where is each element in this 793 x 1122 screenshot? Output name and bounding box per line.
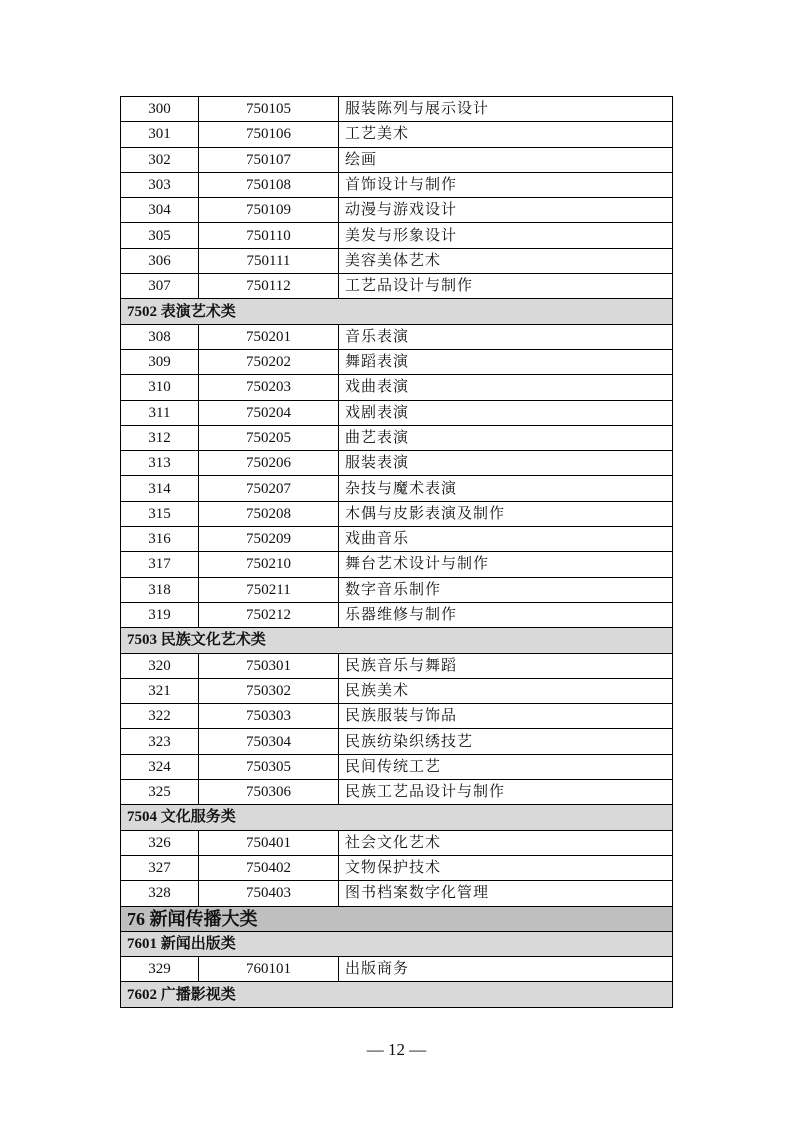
row-number: 320 xyxy=(121,653,199,678)
table-row xyxy=(121,324,673,349)
program-name: 杂技与魔术表演 xyxy=(339,476,673,501)
program-table xyxy=(120,96,673,1008)
page-number: — 12 — xyxy=(366,1040,427,1059)
row-number: 327 xyxy=(121,855,199,880)
program-name: 美容美体艺术 xyxy=(339,248,673,273)
row-number: 307 xyxy=(121,274,199,299)
table-row xyxy=(121,375,673,400)
program-code: 750106 xyxy=(199,122,339,147)
program-name: 民族美术 xyxy=(339,678,673,703)
row-number: 311 xyxy=(121,400,199,425)
category-row xyxy=(121,931,673,956)
category-row xyxy=(121,982,673,1007)
category-label: 7504 文化服务类 xyxy=(121,805,673,830)
program-code: 750403 xyxy=(199,881,339,906)
category-label: 7502 表演艺术类 xyxy=(121,299,673,324)
program-code: 750108 xyxy=(199,172,339,197)
table-row xyxy=(121,223,673,248)
program-code: 750208 xyxy=(199,501,339,526)
program-name: 舞蹈表演 xyxy=(339,349,673,374)
program-name: 数字音乐制作 xyxy=(339,577,673,602)
program-code: 750202 xyxy=(199,349,339,374)
program-name: 文物保护技术 xyxy=(339,855,673,880)
program-code: 750110 xyxy=(199,223,339,248)
category-label: 7601 新闻出版类 xyxy=(121,931,673,956)
table-row xyxy=(121,172,673,197)
program-name: 服装表演 xyxy=(339,451,673,476)
program-name: 工艺美术 xyxy=(339,122,673,147)
row-number: 324 xyxy=(121,754,199,779)
program-name: 图书档案数字化管理 xyxy=(339,881,673,906)
table-row xyxy=(121,122,673,147)
program-code: 750306 xyxy=(199,780,339,805)
row-number: 316 xyxy=(121,527,199,552)
row-number: 317 xyxy=(121,552,199,577)
program-name: 首饰设计与制作 xyxy=(339,172,673,197)
program-name: 出版商务 xyxy=(339,957,673,982)
row-number: 300 xyxy=(121,97,199,122)
category-row xyxy=(121,299,673,324)
program-code: 750111 xyxy=(199,248,339,273)
program-name: 服装陈列与展示设计 xyxy=(339,97,673,122)
row-number: 326 xyxy=(121,830,199,855)
row-number: 318 xyxy=(121,577,199,602)
row-number: 328 xyxy=(121,881,199,906)
row-number: 312 xyxy=(121,425,199,450)
row-number: 313 xyxy=(121,451,199,476)
program-name: 民间传统工艺 xyxy=(339,754,673,779)
program-name: 美发与形象设计 xyxy=(339,223,673,248)
program-name: 民族音乐与舞蹈 xyxy=(339,653,673,678)
program-code: 750204 xyxy=(199,400,339,425)
table-row xyxy=(121,501,673,526)
program-code: 750303 xyxy=(199,704,339,729)
program-name: 工艺品设计与制作 xyxy=(339,274,673,299)
table-row xyxy=(121,97,673,122)
row-number: 309 xyxy=(121,349,199,374)
program-name: 社会文化艺术 xyxy=(339,830,673,855)
table-row xyxy=(121,349,673,374)
program-code: 760101 xyxy=(199,957,339,982)
program-code: 750201 xyxy=(199,324,339,349)
row-number: 314 xyxy=(121,476,199,501)
program-name: 戏曲表演 xyxy=(339,375,673,400)
table-row xyxy=(121,780,673,805)
program-code: 750203 xyxy=(199,375,339,400)
program-code: 750211 xyxy=(199,577,339,602)
program-code: 750304 xyxy=(199,729,339,754)
table-row xyxy=(121,198,673,223)
major-category-row xyxy=(121,906,673,931)
program-code: 750209 xyxy=(199,527,339,552)
row-number: 315 xyxy=(121,501,199,526)
table-row xyxy=(121,451,673,476)
program-code: 750301 xyxy=(199,653,339,678)
category-label: 7602 广播影视类 xyxy=(121,982,673,1007)
table-row xyxy=(121,400,673,425)
row-number: 304 xyxy=(121,198,199,223)
row-number: 321 xyxy=(121,678,199,703)
program-name: 曲艺表演 xyxy=(339,425,673,450)
program-code: 750212 xyxy=(199,602,339,627)
row-number: 319 xyxy=(121,602,199,627)
program-name: 民族工艺品设计与制作 xyxy=(339,780,673,805)
row-number: 306 xyxy=(121,248,199,273)
program-code: 750107 xyxy=(199,147,339,172)
program-code: 750109 xyxy=(199,198,339,223)
table-row xyxy=(121,602,673,627)
program-code: 750210 xyxy=(199,552,339,577)
row-number: 308 xyxy=(121,324,199,349)
table-row xyxy=(121,577,673,602)
category-row xyxy=(121,805,673,830)
row-number: 302 xyxy=(121,147,199,172)
program-name: 绘画 xyxy=(339,147,673,172)
table-row xyxy=(121,425,673,450)
table-row xyxy=(121,830,673,855)
program-code: 750206 xyxy=(199,451,339,476)
table-row xyxy=(121,527,673,552)
table-row xyxy=(121,729,673,754)
table-row xyxy=(121,248,673,273)
program-name: 民族纺染织绣技艺 xyxy=(339,729,673,754)
program-name: 戏曲音乐 xyxy=(339,527,673,552)
row-number: 303 xyxy=(121,172,199,197)
row-number: 310 xyxy=(121,375,199,400)
program-code: 750401 xyxy=(199,830,339,855)
table-row xyxy=(121,653,673,678)
program-code: 750207 xyxy=(199,476,339,501)
program-code: 750205 xyxy=(199,425,339,450)
program-name: 动漫与游戏设计 xyxy=(339,198,673,223)
program-name: 音乐表演 xyxy=(339,324,673,349)
program-name: 戏剧表演 xyxy=(339,400,673,425)
program-code: 750302 xyxy=(199,678,339,703)
program-code: 750112 xyxy=(199,274,339,299)
category-row xyxy=(121,628,673,653)
row-number: 305 xyxy=(121,223,199,248)
table-row xyxy=(121,881,673,906)
category-label: 7503 民族文化艺术类 xyxy=(121,628,673,653)
row-number: 329 xyxy=(121,957,199,982)
table-row xyxy=(121,147,673,172)
row-number: 325 xyxy=(121,780,199,805)
program-code: 750305 xyxy=(199,754,339,779)
major-category-label: 76 新闻传播大类 xyxy=(121,906,673,931)
program-name: 木偶与皮影表演及制作 xyxy=(339,501,673,526)
table-row xyxy=(121,957,673,982)
program-name: 民族服装与饰品 xyxy=(339,704,673,729)
table-row xyxy=(121,552,673,577)
table-row xyxy=(121,678,673,703)
program-name: 舞台艺术设计与制作 xyxy=(339,552,673,577)
table-row xyxy=(121,855,673,880)
program-name: 乐器维修与制作 xyxy=(339,602,673,627)
program-code: 750105 xyxy=(199,97,339,122)
table-row xyxy=(121,476,673,501)
table-row xyxy=(121,754,673,779)
table-row xyxy=(121,704,673,729)
row-number: 322 xyxy=(121,704,199,729)
row-number: 323 xyxy=(121,729,199,754)
row-number: 301 xyxy=(121,122,199,147)
table-row xyxy=(121,274,673,299)
program-code: 750402 xyxy=(199,855,339,880)
program-table-body xyxy=(121,97,673,1008)
